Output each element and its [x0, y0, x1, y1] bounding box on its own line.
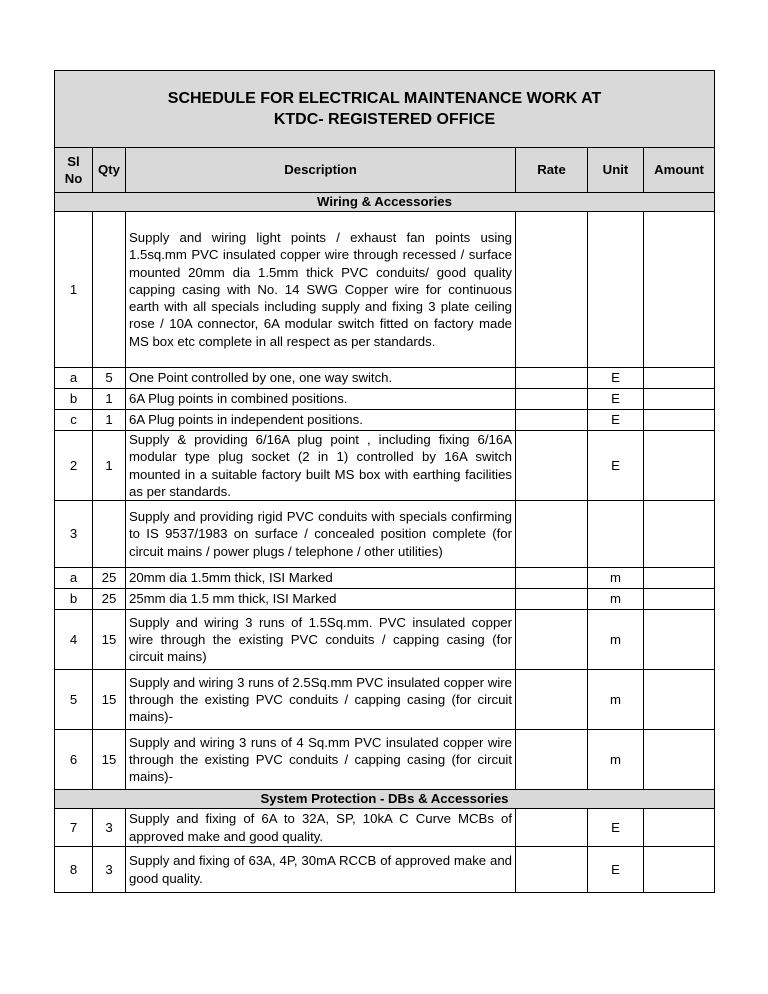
sl-cell: 7 [55, 809, 93, 847]
header-amount: Amount [644, 148, 715, 193]
qty-cell: 1 [93, 410, 126, 431]
qty-cell: 25 [93, 568, 126, 589]
table-row [55, 389, 715, 410]
section-heading: System Protection - DBs & Accessories [55, 790, 715, 809]
table-header-row [55, 148, 715, 193]
description-cell: 6A Plug points in combined positions. [126, 389, 516, 410]
title-line-1: SCHEDULE FOR ELECTRICAL MAINTENANCE WORK AT [167, 90, 602, 107]
unit-cell: E [588, 410, 644, 431]
unit-cell: m [588, 610, 644, 670]
header-sl-no [55, 148, 93, 193]
sl-cell: a [55, 568, 93, 589]
sl-cell: 6 [55, 730, 93, 790]
qty-cell: 1 [93, 431, 126, 501]
header-sl-text: Sl [67, 153, 80, 169]
unit-cell: m [588, 670, 644, 730]
table-row [55, 809, 715, 847]
header-unit: Unit [588, 148, 644, 193]
wiring-items [55, 212, 715, 790]
rate-cell [516, 368, 588, 389]
table-row [55, 212, 715, 368]
sl-cell: b [55, 589, 93, 610]
description-cell: Supply and wiring 3 runs of 2.5Sq.mm PVC insulated copper wire through the existing PVC conduits / capping casing (for circuit mains)- [126, 670, 516, 730]
unit-cell [588, 501, 644, 568]
schedule-sheet [54, 70, 714, 893]
qty-cell: 15 [93, 730, 126, 790]
description-cell: Supply and wiring 3 runs of 1.5Sq.mm. PVC insulated copper wire through the existing PVC conduits / capping casing (for circuit mains) [126, 610, 516, 670]
sl-cell: a [55, 368, 93, 389]
unit-cell: E [588, 847, 644, 893]
amount-cell [644, 410, 715, 431]
description-cell: One Point controlled by one, one way switch. [126, 368, 516, 389]
amount-cell [644, 568, 715, 589]
protection-items [55, 809, 715, 893]
qty-cell: 1 [93, 389, 126, 410]
sl-cell: 2 [55, 431, 93, 501]
header-qty: Qty [93, 148, 126, 193]
amount-cell [644, 501, 715, 568]
table-row [55, 568, 715, 589]
rate-cell [516, 610, 588, 670]
header-rate: Rate [516, 148, 588, 193]
rate-cell [516, 212, 588, 368]
unit-cell: E [588, 809, 644, 847]
qty-cell [93, 501, 126, 568]
sl-cell: 1 [55, 212, 93, 368]
qty-cell: 15 [93, 670, 126, 730]
table-row [55, 670, 715, 730]
amount-cell [644, 670, 715, 730]
description-cell: 20mm dia 1.5mm thick, ISI Marked [126, 568, 516, 589]
sl-cell: 8 [55, 847, 93, 893]
description-cell: 25mm dia 1.5 mm thick, ISI Marked [126, 589, 516, 610]
description-cell: Supply and fixing of 6A to 32A, SP, 10kA C Curve MCBs of approved make and good quality. [126, 809, 516, 847]
header-no-text: No [64, 171, 83, 186]
rate-cell [516, 847, 588, 893]
unit-cell: m [588, 589, 644, 610]
qty-cell [93, 212, 126, 368]
description-cell: Supply and providing rigid PVC conduits with specials confirming to IS 9537/1983 on surface / concealed position complete (for circuit mains / power plugs / telephone / other utilities) [126, 501, 516, 568]
description-cell: Supply and fixing of 63A, 4P, 30mA RCCB of approved make and good quality. [126, 847, 516, 893]
amount-cell [644, 368, 715, 389]
sl-cell: b [55, 389, 93, 410]
rate-cell [516, 809, 588, 847]
table-row [55, 431, 715, 501]
amount-cell [644, 809, 715, 847]
amount-cell [644, 589, 715, 610]
rate-cell [516, 389, 588, 410]
description-cell: Supply and wiring light points / exhaust fan points using 1.5sq.mm PVC insulated copper wire through recessed / surface mounted 20mm dia 1.5mm thick PVC conduits/ good quality capping casing with No. 14 SWG Copper wire for continuous earth with all specials including supply and fixing 3 plate ceiling rose / 10A connector, 6A modular switch fitted on factory made MS box etc complete in all respect as per standards. [126, 212, 516, 368]
amount-cell [644, 730, 715, 790]
unit-cell: m [588, 568, 644, 589]
amount-cell [644, 389, 715, 410]
table-row [55, 589, 715, 610]
section-heading: Wiring & Accessories [55, 193, 715, 212]
header-description: Description [126, 148, 516, 193]
amount-cell [644, 212, 715, 368]
sl-cell: 3 [55, 501, 93, 568]
rate-cell [516, 670, 588, 730]
unit-cell [588, 212, 644, 368]
table-row [55, 368, 715, 389]
table-row [55, 730, 715, 790]
qty-cell: 3 [93, 809, 126, 847]
amount-cell [644, 431, 715, 501]
qty-cell: 15 [93, 610, 126, 670]
rate-cell [516, 730, 588, 790]
rate-cell [516, 589, 588, 610]
schedule-title [55, 71, 715, 148]
sl-cell: c [55, 410, 93, 431]
qty-cell: 25 [93, 589, 126, 610]
description-cell: 6A Plug points in independent positions. [126, 410, 516, 431]
description-cell: Supply and wiring 3 runs of 4 Sq.mm PVC insulated copper wire through the existing PVC conduits / capping casing (for circuit mains)- [126, 730, 516, 790]
unit-cell: m [588, 730, 644, 790]
unit-cell: E [588, 431, 644, 501]
rate-cell [516, 431, 588, 501]
qty-cell: 3 [93, 847, 126, 893]
table-row [55, 610, 715, 670]
section-row-protection [55, 790, 715, 809]
description-cell: Supply & providing 6/16A plug point , including fixing 6/16A modular type plug socket (2 in 1) controlled by 16A switch mounted in a suitable factory built MS box with earthing facilities as per standards. [126, 431, 516, 501]
unit-cell: E [588, 389, 644, 410]
qty-cell: 5 [93, 368, 126, 389]
sl-cell: 5 [55, 670, 93, 730]
schedule-table [54, 70, 715, 893]
rate-cell [516, 568, 588, 589]
unit-cell: E [588, 368, 644, 389]
section-row-wiring [55, 193, 715, 212]
table-row [55, 501, 715, 568]
table-row [55, 847, 715, 893]
amount-cell [644, 610, 715, 670]
table-row [55, 410, 715, 431]
sl-cell: 4 [55, 610, 93, 670]
rate-cell [516, 410, 588, 431]
rate-cell [516, 501, 588, 568]
amount-cell [644, 847, 715, 893]
title-line-2: KTDC- REGISTERED OFFICE [273, 111, 496, 128]
